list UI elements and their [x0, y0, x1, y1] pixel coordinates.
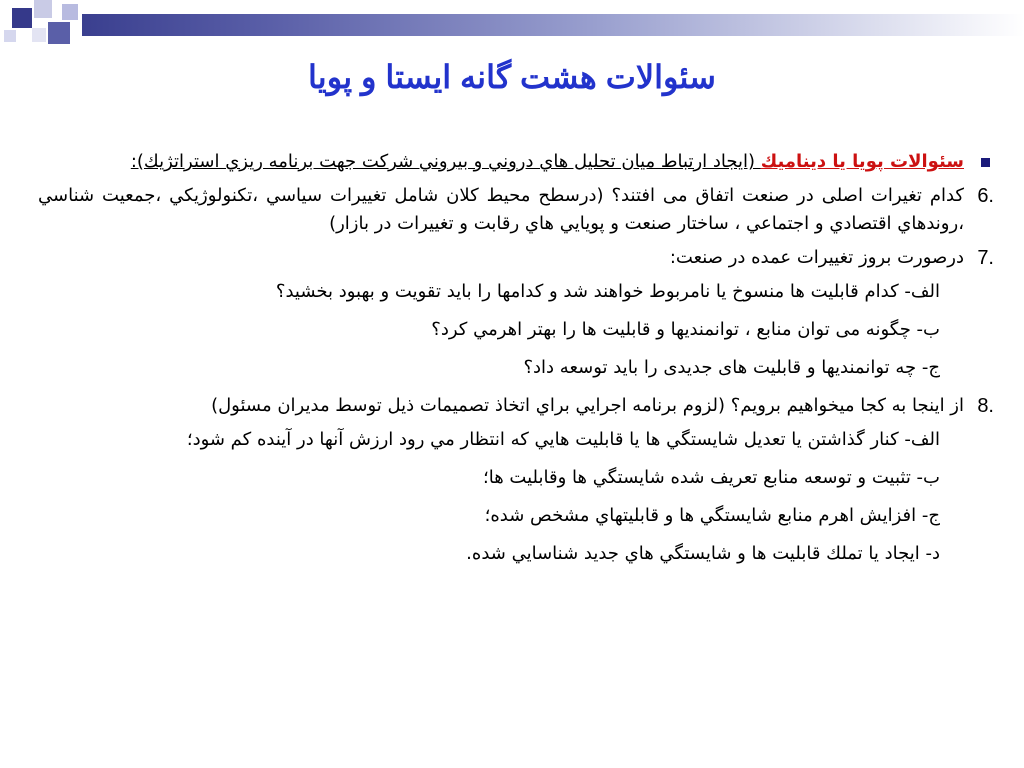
list-number: 7. — [977, 247, 994, 269]
list-number: 8. — [977, 395, 994, 417]
decor-square-icon — [12, 8, 32, 28]
slide-title: سئوالات هشت گانه ایستا و پویا — [308, 59, 716, 95]
list-item-text: كدام تغيرات اصلی در صنعت اتفاق می افتند؟ (درسطح محيط كلان شامل تغييرات سياسي ،تكنولوژيكي ،جمعيت شناسي ،روندهاي اقتصادي و اجتماعي ، ساختار صنعت و پويايي هاي رقابت و تغييرات در بازار) — [38, 185, 964, 234]
bullet-heading: سئوالات پويا يا ديناميك — [760, 151, 964, 172]
list-item-text: از اينجا به كجا ميخواهيم برويم؟ (لزوم برنامه اجرايي براي اتخاذ تصميمات ذيل توسط مديران مسئول) — [211, 395, 964, 416]
sub-item: الف- كدام قابليت ها منسوخ يا نامربوط خواهند شد و كدامها را بايد تقويت و بهبود بخشيد؟ — [275, 281, 940, 302]
decor-square-icon — [48, 22, 70, 44]
sub-item: ب- تثبيت و توسعه منابع تعريف شده شايستگي ها وقابليت ها؛ — [483, 467, 940, 488]
sub-item: ج- افزايش اهرم منابع شايستگي ها و قابليتهاي مشخص شده؛ — [484, 505, 940, 526]
sub-item: د- ايجاد يا تملك قابليت ها و شايستگي هاي جديد شناسايي شده. — [466, 543, 940, 564]
header-decoration — [0, 0, 1024, 48]
decor-square-icon — [62, 4, 78, 20]
decor-square-icon — [34, 0, 52, 18]
sub-item: ج- چه توانمنديها و قابليت های جديدی را بايد توسعه داد؟ — [523, 357, 940, 378]
header-gradient-bar — [82, 14, 1024, 36]
list-item-6 — [38, 182, 994, 238]
bullet-intro — [38, 148, 994, 176]
list-number: 6. — [977, 185, 994, 207]
square-bullet-icon — [981, 158, 990, 167]
slide-content — [38, 148, 994, 578]
decor-square-icon — [32, 28, 46, 42]
list-item-text: درصورت بروز تغييرات عمده در صنعت: — [669, 247, 964, 268]
sub-item: الف- كنار گذاشتن يا تعديل شايستگي ها يا قابليت هايي كه انتظار مي رود ارزش آنها در آينده كم شود؛ — [186, 429, 940, 450]
bullet-description: (ايجاد ارتباط ميان تحليل هاي دروني و بيروني شركت جهت برنامه ريزي استراتژيك): — [130, 151, 761, 172]
sub-item: ب- چگونه می توان منابع ، توانمنديها و قابليت ها را بهتر اهرمي كرد؟ — [431, 319, 940, 340]
list-item-7 — [38, 244, 994, 272]
list-item-8 — [38, 392, 994, 420]
decor-square-icon — [4, 30, 16, 42]
